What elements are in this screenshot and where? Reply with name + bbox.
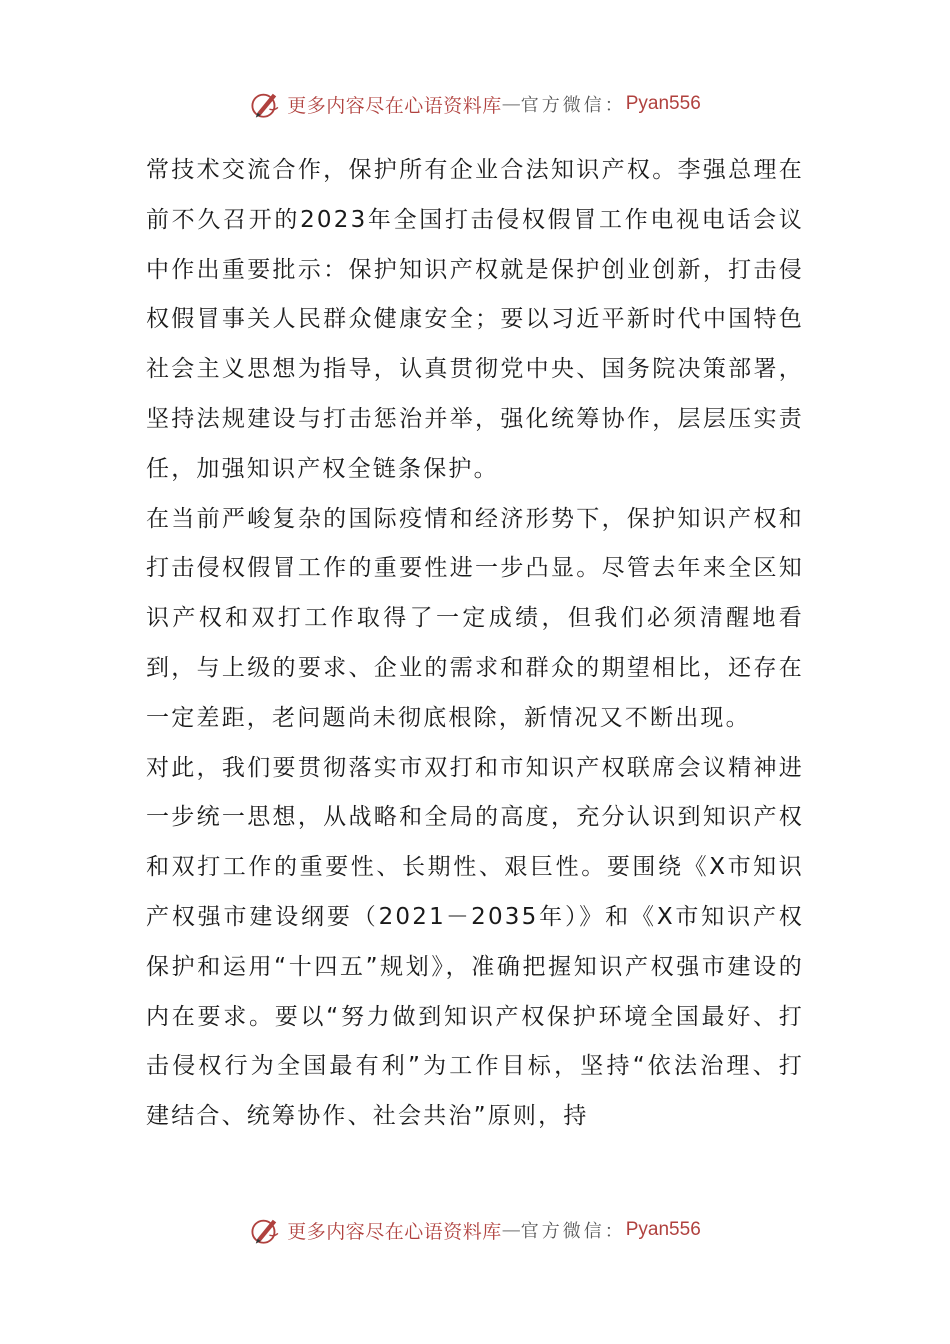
pen-logo-icon <box>249 87 283 121</box>
footer-banner <box>0 1210 950 1250</box>
paragraph-3: 对此，我们要贯彻落实市双打和市知识产权联席会议精神进一步统一思想，从战略和全局的高度，充分认识到知识产权和双打工作的重要性、长期性、艰巨性。要围绕《X市知识产权强市建设纲要（2021－2035年）》和《X市知识产权保护和运用“十四五”规划》，准确把握知识产权强市建设的内在要求。要以“努力做到知识产权保护环境全国最好、打击侵权行为全国最有利”为工作目标，坚持“依法治理、打建结合、统筹协作、社会共治”原则，持 <box>146 754 804 1130</box>
document-body <box>146 146 804 1142</box>
header-banner <box>0 84 950 124</box>
footer-brand-text: 更多内容尽在心语资料库 <box>287 1220 502 1243</box>
pen-logo-icon <box>249 1213 283 1247</box>
header-official-label: 官方微信： <box>520 95 626 116</box>
header-brand-text: 更多内容尽在心语资料库 <box>287 94 502 117</box>
header-separator: — <box>501 93 521 115</box>
footer-wechat-id: Pyan556 <box>625 1219 701 1240</box>
header-wechat-id: Pyan556 <box>625 93 701 114</box>
footer-separator: — <box>501 1219 521 1241</box>
paragraph-1: 常技术交流合作，保护所有企业合法知识产权。李强总理在前不久召开的2023年全国打击侵权假冒工作电视电话会议中作出重要批示：保护知识产权就是保护创业创新，打击侵权假冒事关人民群众健康安全；要以习近平新时代中国特色社会主义思想为指导，认真贯彻党中央、国务院决策部署，坚持法规建设与打击惩治并举，强化统筹协作，层层压实责任，加强知识产权全链条保护。 <box>146 157 804 482</box>
paragraph-2: 在当前严峻复杂的国际疫情和经济形势下，保护知识产权和打击侵权假冒工作的重要性进一步凸显。尽管去年来全区知识产权和双打工作取得了一定成绩，但我们必须清醒地看到，与上级的要求、企业的需求和群众的期望相比，还存在一定差距，老问题尚未彻底根除，新情况又不断出现。 <box>146 505 804 731</box>
footer-official-label: 官方微信： <box>520 1221 626 1242</box>
